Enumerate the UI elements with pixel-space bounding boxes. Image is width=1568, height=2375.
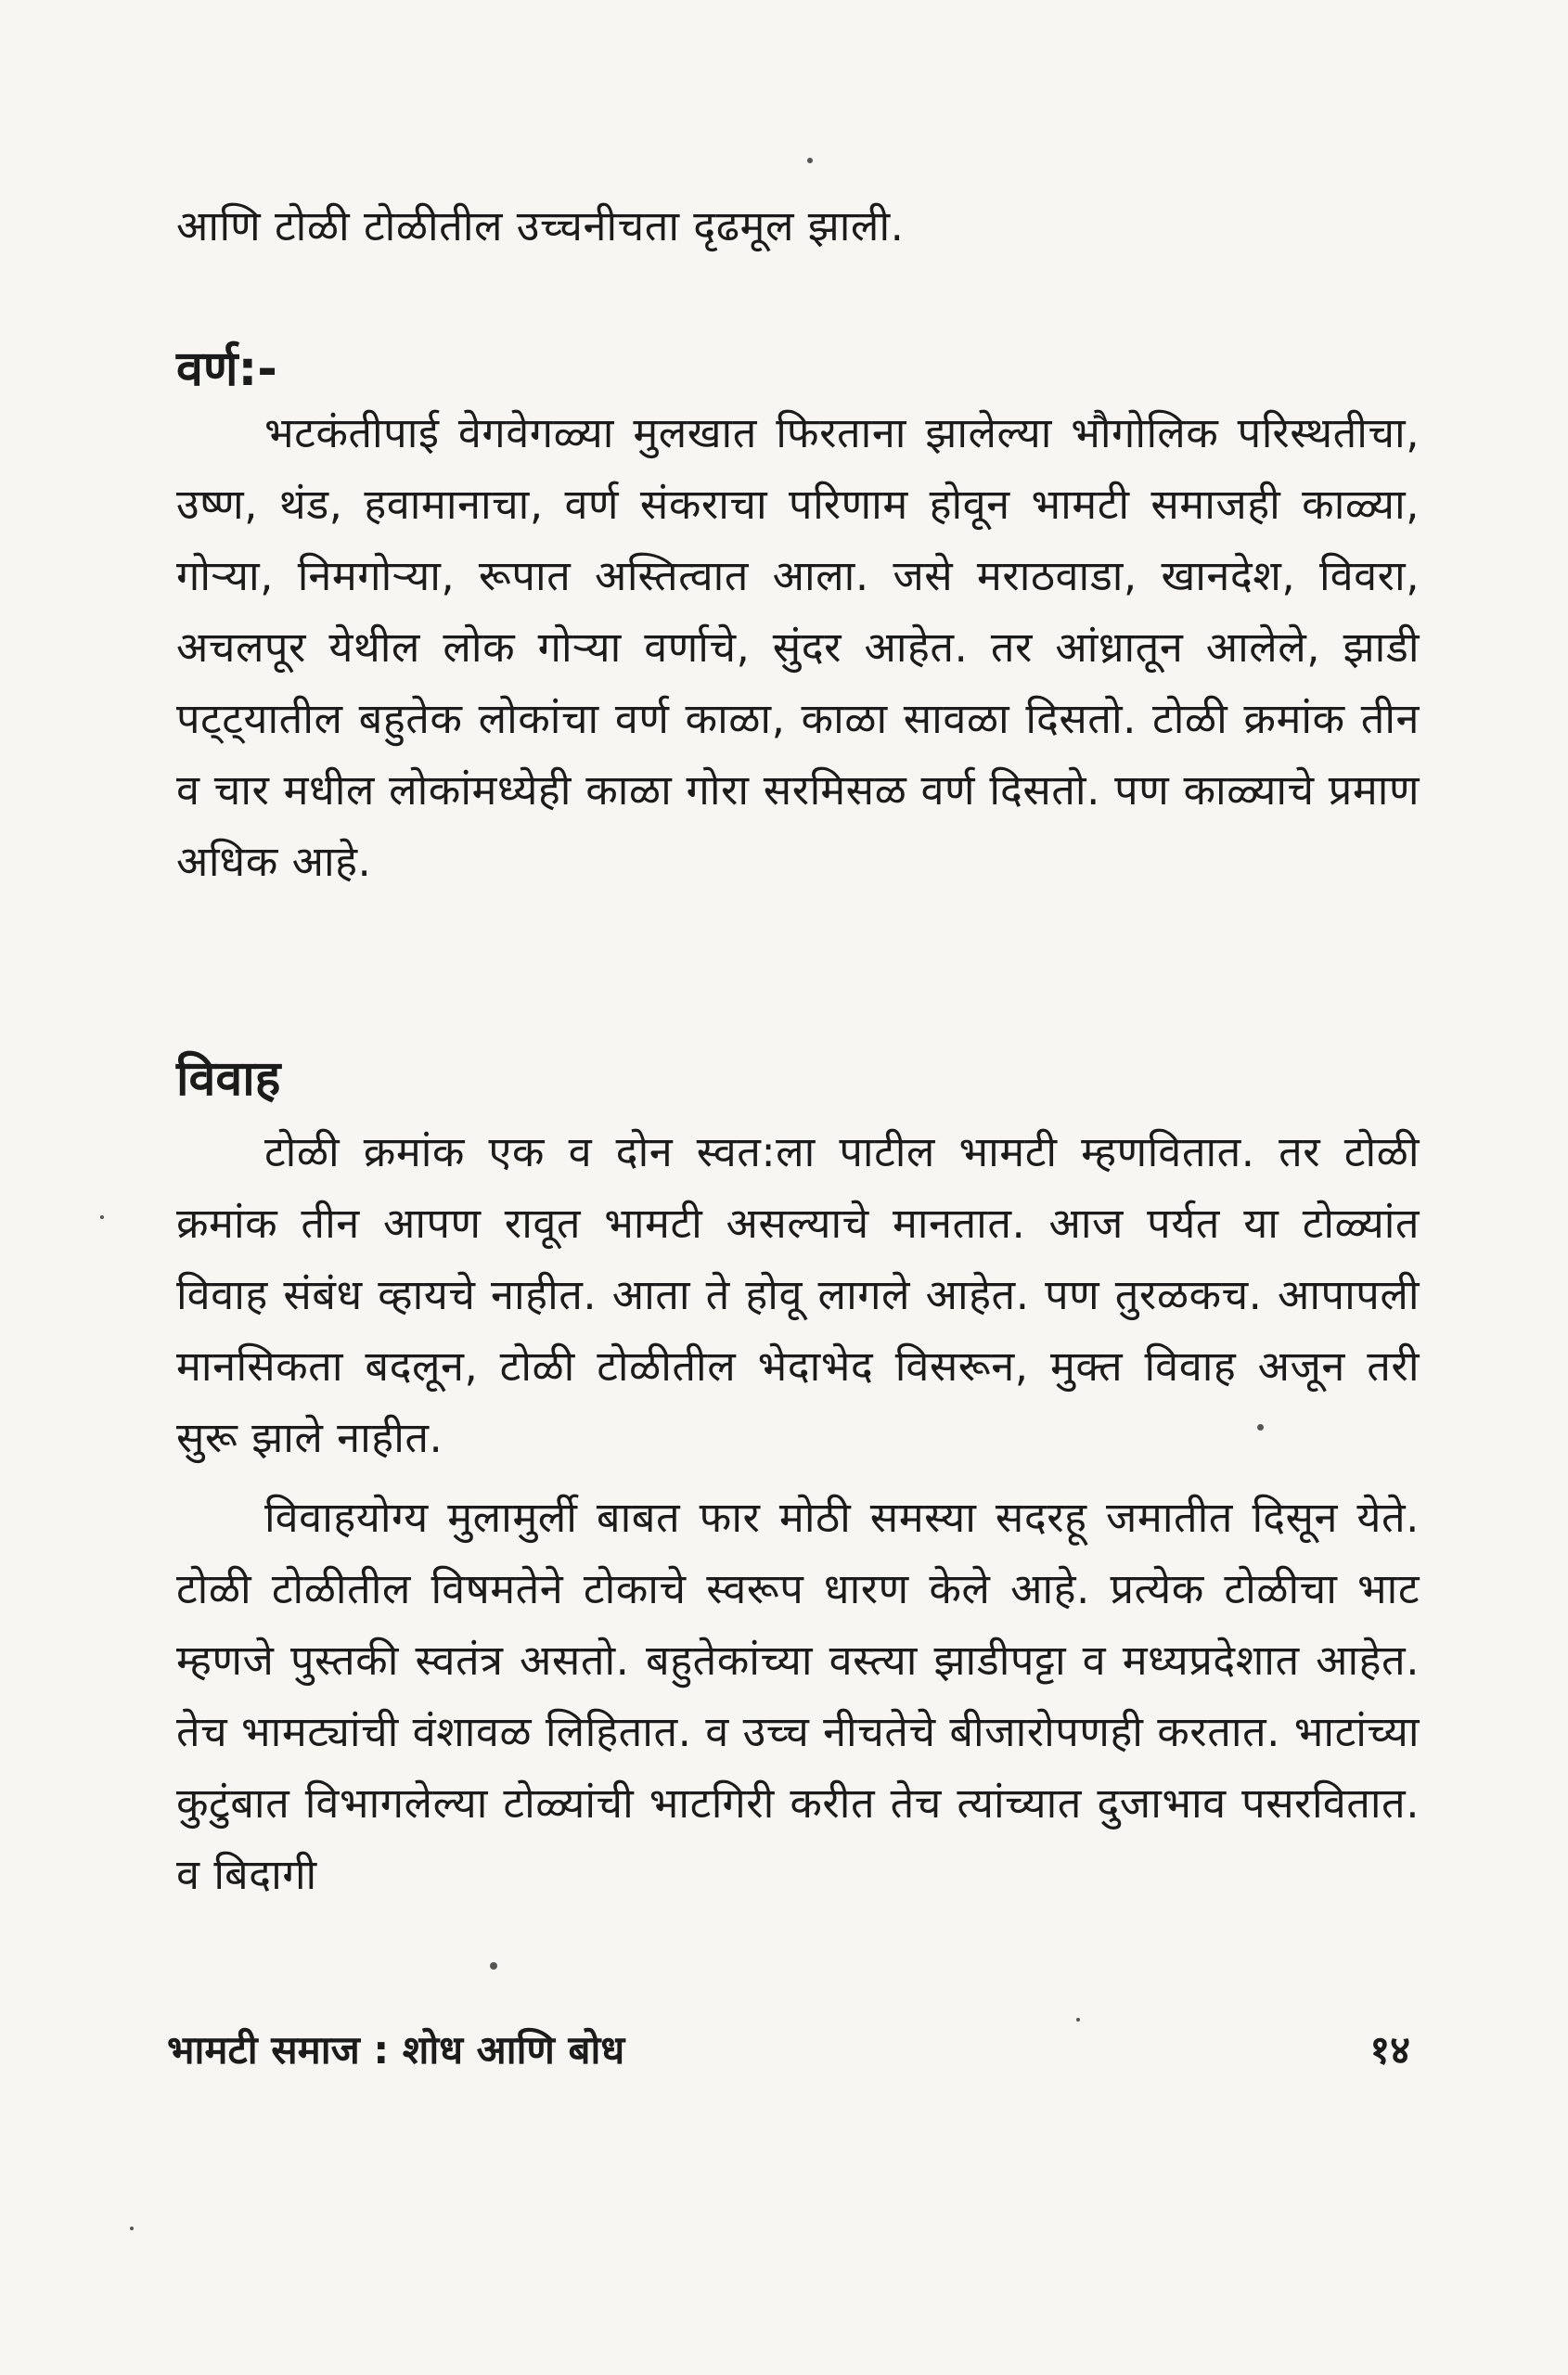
page-number: १४ <box>1369 2027 1410 2073</box>
scan-speck <box>100 1215 104 1219</box>
scan-speck <box>1257 1424 1264 1431</box>
footer-book-title: भामटी समाज : शोध आणि बोध <box>167 2027 625 2073</box>
scan-speck <box>130 2227 134 2230</box>
page-footer <box>167 2022 1410 2078</box>
scan-speck <box>807 158 813 163</box>
paragraph-vivah-1: टोळी क्रमांक एक व दोन स्वत:ला पाटील भामटी म्हणवितात. तर टोळी क्रमांक तीन आपण रावूत भामटी असल्याचे मानतात. आज पर्यत या टोळ्यांत विवाह संबंध व्हायचे नाहीत. आता ते होवू लागले आहेत. पण तुरळकच. आपापली मानसिकता बदलून, टोळी टोळीतील भेदाभेद विसरून, मुक्त विवाह अजून तरी सुरू झाले नाहीत. <box>176 1127 1420 1462</box>
paragraph-vivah-2: विवाहयोग्य मुलामुर्ली बाबत फार मोठी समस्या सदरहू जमातीत दिसून येते. टोळी टोळीतील विषमतेने टोकाचे स्वरूप धारण केले आहे. प्रत्येक टोळीचा भाट म्हणजे पुस्तकी स्वतंत्र असतो. बहुतेकांच्या वस्त्या झाडीपट्टा व मध्यप्रदेशात आहेत. तेच भामट्यांची वंशावळ लिहितात. व उच्च नीचतेचे बीजारोपणही करतात. भाटांच्या कुटुंबात विभागलेल्या टोळ्यांची भाटगिरी करीत तेच त्यांच्यात दुजाभाव पसरवितात. व बिदागी <box>176 1493 1420 1899</box>
scan-speck <box>1076 2018 1080 2022</box>
heading-vivah: विवाह <box>176 1051 281 1107</box>
heading-varna: वर्ण:- <box>176 341 277 397</box>
intro-line: आणि टोळी टोळीतील उच्चनीचता दृढमूल झाली. <box>176 201 905 250</box>
scan-speck <box>490 1962 497 1970</box>
paragraph-varna: भटकंतीपाई वेगवेगळ्या मुलखात फिरताना झालेल्या भौगोलिक परिस्थतीचा, उष्ण, थंड, हवामानाचा, वर्ण संकराचा परिणाम होवून भामटी समाजही काळ्या, गोऱ्या, निमगोऱ्या, रूपात अस्तित्वात आला. जसे मराठवाडा, खानदेश, विवरा, अचलपूर येथील लोक गोऱ्या वर्णाचे, सुंदर आहेत. तर आंध्रातून आलेले, झाडी पट्ट्यातील बहुतेक लोकांचा वर्ण काळा, काळा सावळा दिसतो. टोळी क्रमांक तीन व चार मधील लोकांमध्येही काळा गोरा सरमिसळ वर्ण दिसतो. पण काळ्याचे प्रमाण अधिक आहे. <box>176 408 1420 886</box>
